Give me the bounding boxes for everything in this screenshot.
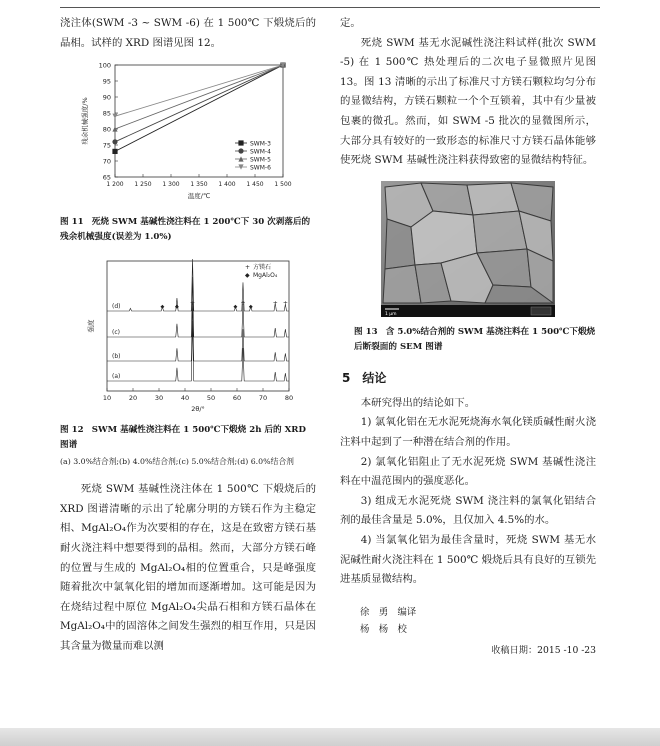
- peak-marker: ◆: [175, 304, 179, 311]
- peak-marker: +: [190, 300, 196, 308]
- series-swm-6: [112, 63, 285, 119]
- strength-chart: [73, 59, 303, 209]
- peak-marker: ◆: [248, 304, 253, 311]
- sem-image: [381, 181, 555, 317]
- xrd-pattern-a: [107, 321, 289, 381]
- x-tick-label: 1 400: [218, 181, 236, 189]
- paragraph: 浇注体(SWM -3 ~ SWM -6) 在 1 500℃ 下煅烧后的晶相。试样的 XRD 图谱见图 12。: [60, 17, 316, 49]
- editor-credit: 徐 勇 编译: [360, 606, 417, 618]
- pattern-line: [107, 277, 289, 337]
- conclusion-item: 1) 氯氧化铝在无水泥死烧海水氧化镁质碱性耐火浇注料中起到了一种潜在结合剂的作用。: [340, 416, 596, 448]
- x-tick-label: 20: [128, 394, 138, 403]
- figure-caption: [60, 215, 316, 245]
- conclusion-item: 4) 当氯氧化铝为最佳含量时，死烧 SWM 基无水泥碱性耐火浇注料在 1 500℃ 煅烧后具有良好的互锁先进基质显微结构。: [340, 533, 596, 586]
- x-axis-label: 2θ/°: [191, 405, 205, 414]
- x-tick-label: 1 500: [274, 181, 292, 189]
- x-tick-label: 10: [102, 394, 112, 403]
- legend-label: SWM-5: [250, 156, 271, 164]
- xrd-chart: [73, 255, 303, 417]
- figure-caption: [340, 325, 596, 355]
- proofreader-credit: 杨 杨 校: [360, 623, 407, 635]
- paragraph: 定。: [340, 17, 361, 29]
- peak-marker: +: [272, 300, 278, 308]
- figure-caption: [60, 423, 316, 453]
- peak-marker: ◆: [160, 304, 165, 311]
- pattern-line: [107, 303, 289, 361]
- data-point: [112, 114, 117, 119]
- conclusion-item: 3) 组成无水泥死烧 SWM 浇注料的氯氧化铝结合剂的最佳含量是 5.0%，且仅加入 4.5%的水。: [340, 494, 596, 527]
- x-tick-label: 80: [284, 394, 294, 403]
- y-tick-label: 95: [102, 77, 111, 86]
- received-date: 收稿日期：2015 -10 -23: [491, 644, 596, 656]
- series-swm-5: [112, 63, 285, 132]
- pattern-label: (c): [112, 329, 120, 337]
- y-tick-label: 85: [102, 109, 111, 118]
- series-swm-4: [112, 63, 285, 148]
- caption-text: SWM 基碱性浇注料在 1 500℃下煅烧 2h 后的 XRD 图谱: [60, 425, 306, 451]
- x-tick-label: 50: [206, 394, 216, 403]
- y-tick-label: 80: [102, 125, 111, 134]
- pattern-line: [107, 321, 289, 381]
- x-tick-label: 70: [258, 394, 268, 403]
- peak-marker: ◆: [233, 304, 238, 311]
- caption-label: 图 11: [60, 217, 84, 228]
- xrd-pattern-b: [107, 303, 289, 361]
- legend-label: 方镁石: [253, 264, 272, 272]
- left-column: [60, 14, 316, 657]
- y-tick-label: 65: [102, 173, 111, 182]
- peak-marker: +: [240, 300, 246, 308]
- y-axis-label: 强度: [87, 319, 95, 333]
- y-axis-label: 残余机械强度/%: [81, 97, 89, 145]
- pattern-label: (d): [112, 303, 121, 311]
- xrd-pattern-c: [107, 277, 289, 337]
- sem-scale-label: 1 μm: [385, 311, 397, 317]
- x-tick-label: 1 250: [134, 181, 152, 189]
- figure-11: [73, 59, 303, 209]
- caption-label: 图 13: [354, 326, 378, 337]
- pattern-label: (a): [112, 373, 121, 381]
- x-axis-label: 温度/℃: [187, 192, 211, 201]
- paragraph: 死烧 SWM 基碱性浇注体在 1 500℃ 下煅烧后的 XRD 图谱清晰的示出了轮廓分明的方镁石作为主稳定相、MgAl₂O₄作为次要相的存在，这是在致密方镁石基耐火浇注料中想要得到的晶相。然而，大部分方镁石峰的位置与生成的 MgAl₂O₄相的位置重合，只是峰强度随着批次中氯氧化铝的增加而逐渐增加。这可能是因为在烧结过程中原位 MgAl₂O₄尖晶石相和方镁石晶体在 MgAl₂O₄中的固溶体之间发生强烈的相互作用，只是因其含量为微量而难以测: [60, 483, 316, 652]
- caption-text: 死烧 SWM 基碱性浇注料在 1 200℃下 30 次剥落后的残余机械强度(误差为 1.0%): [60, 217, 311, 243]
- data-point: [112, 149, 117, 154]
- x-tick-label: 40: [180, 394, 190, 403]
- right-column: [340, 14, 596, 656]
- series-line: [115, 65, 283, 142]
- x-tick-label: 30: [154, 394, 164, 403]
- x-tick-label: 1 350: [190, 181, 208, 189]
- caption-text: 含 5.0%结合剂的 SWM 基浇注料在 1 500℃下煅烧后断裂面的 SEM 图谱: [354, 326, 596, 352]
- figure-13: [381, 181, 555, 317]
- data-point: [238, 141, 243, 146]
- legend-label: SWM-6: [250, 164, 271, 172]
- conclusion-item: 2) 氯氧化铝阻止了无水泥死烧 SWM 基碱性浇注料在中温范围内的强度恶化。: [340, 455, 596, 488]
- data-point: [112, 139, 117, 144]
- series-line: [115, 65, 283, 129]
- y-tick-label: 75: [102, 141, 111, 150]
- legend-symbol: ◆: [245, 272, 250, 280]
- plot-frame: [107, 261, 289, 391]
- legend-label: SWM-4: [250, 148, 271, 156]
- y-tick-label: 100: [98, 61, 111, 70]
- legend-symbol: +: [245, 264, 251, 272]
- paragraph: 本研究得出的结论如下。: [360, 396, 476, 409]
- page-footer-bar: [0, 728, 660, 746]
- legend-label: SWM-3: [250, 140, 271, 148]
- pattern-label: (b): [112, 353, 121, 361]
- paragraph: 死烧 SWM 基无水泥碱性浇注料试样(批次 SWM -5) 在 1 500℃ 热处理后的二次电子显微照片见图 13。图 13 清晰的示出了标准尺寸方镁石颗粒均匀分布的显微结构，方镁石颗粒一个个互锁着，其中有少量被包裹的微孔。然而，如 SWM -5 批次的显微图所示，大部分具有较好的一致形态的标准尺寸方镁石晶体能够使死烧 SWM 基碱性浇注料获得致密的显微结构特征。: [340, 36, 596, 167]
- peak-marker: +: [282, 300, 288, 308]
- x-tick-label: 60: [232, 394, 242, 403]
- header-rule: [60, 7, 600, 8]
- data-point: [238, 149, 243, 154]
- x-tick-label: 1 200: [106, 181, 124, 189]
- legend-label: MgAl₂O₄: [253, 272, 278, 280]
- caption-label: 图 12: [60, 425, 84, 436]
- caption-note: (a) 3.0%结合剂;(b) 4.0%结合剂;(c) 5.0%结合剂;(d) 6.0%结合剂: [60, 457, 294, 467]
- figure-12: [73, 255, 303, 417]
- y-tick-label: 70: [102, 157, 111, 166]
- y-tick-label: 90: [102, 93, 111, 102]
- x-tick-label: 1 450: [246, 181, 264, 189]
- section-heading: 5 结论: [342, 370, 387, 385]
- x-tick-label: 1 300: [162, 181, 180, 189]
